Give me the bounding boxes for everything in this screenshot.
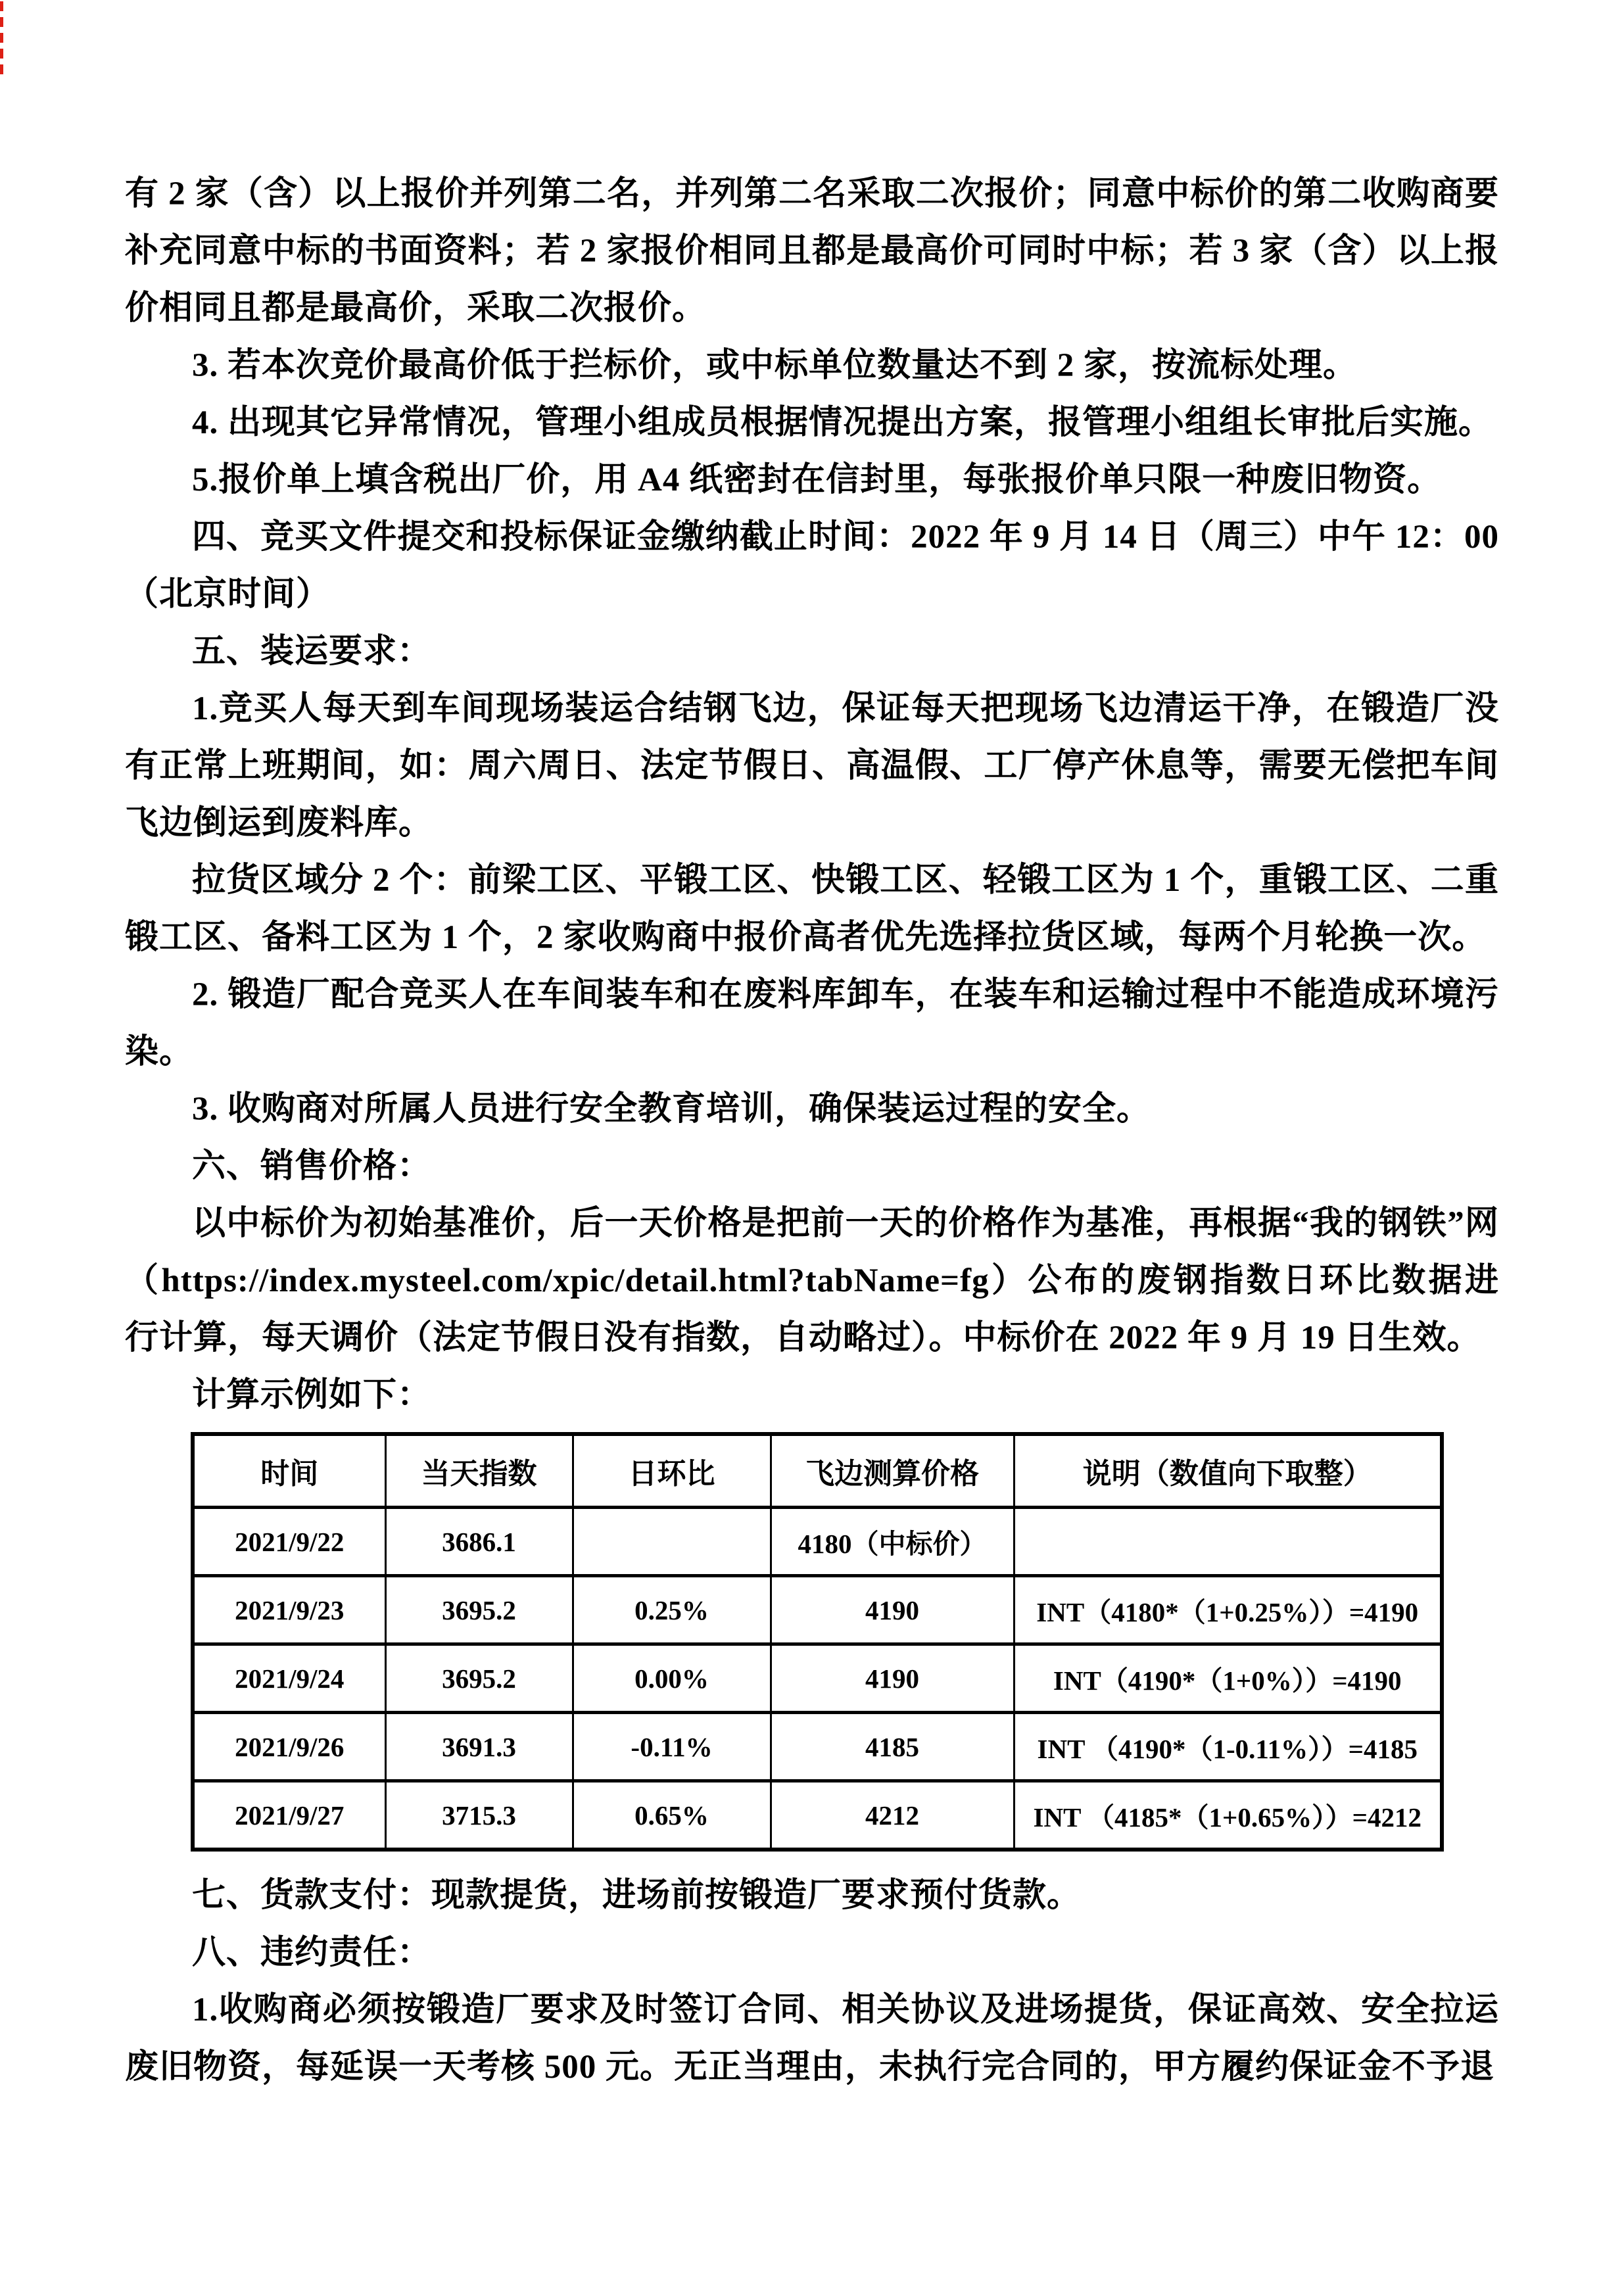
table-row [193,1713,1442,1781]
table-cell-explanation: INT （4190*（1-0.11%））=4185 [1014,1713,1442,1781]
table-cell-day-index: 3691.3 [385,1713,573,1781]
table-header-row [193,1434,1442,1508]
table-cell-day-index: 3695.2 [385,1576,573,1644]
paragraph-section-7-payment: 七、货款支付：现款提货，进场前按锻造厂要求预付货款。 [192,1877,1082,1914]
table-row [193,1508,1442,1576]
table-cell-date: 2021/9/22 [193,1508,385,1576]
table-header-flash-price: 飞边测算价格 [771,1434,1014,1508]
table-row [193,1781,1442,1850]
table-cell-day-index: 3695.2 [385,1644,573,1713]
table-cell-date: 2021/9/24 [193,1644,385,1713]
table-cell-date: 2021/9/23 [193,1576,385,1644]
paragraph-shipping-2-environment: 2. 锻造厂配合竞买人在车间装车和在废料库卸车，在装车和运输过程中不能造成环境污染。 [125,976,1499,1070]
table-cell-day-over-day: 0.65% [573,1781,771,1850]
table-row [193,1644,1442,1713]
paragraph-section-6-price-heading: 六、销售价格： [192,1148,432,1185]
table-cell-explanation: INT（4180*（1+0.25%））=4190 [1014,1576,1442,1644]
table-cell-day-over-day: 0.25% [573,1576,771,1644]
table-cell-explanation: INT（4190*（1+0%））=4190 [1014,1644,1442,1713]
paragraph-shipping-zones: 拉货区域分 2 个：前梁工区、平锻工区、快锻工区、轻锻工区为 1 个，重锻工区、二重锻工区、备料工区为 1 个，2 家收购商中报价高者优先选择拉货区域，每两个月轮换一次。 [125,862,1499,956]
table-cell-day-over-day [573,1508,771,1576]
paragraph-clause-4-exceptions: 4. 出现其它异常情况，管理小组成员根据情况提出方案，报管理小组组长审批后实施。 [192,404,1493,441]
paragraph-shipping-3-safety-training: 3. 收购商对所属人员进行安全教育培训，确保装运过程的安全。 [192,1091,1151,1128]
table-cell-date: 2021/9/27 [193,1781,385,1850]
price-calculation-example-table [191,1432,1444,1852]
table-cell-day-over-day: 0.00% [573,1644,771,1713]
table-header-explanation: 说明（数值向下取整） [1014,1434,1442,1508]
table-row [193,1576,1442,1644]
paragraph-clause-3-failed-bid: 3. 若本次竞价最高价低于拦标价，或中标单位数量达不到 2 家，按流标处理。 [192,347,1358,384]
paragraph-clause-5-quotation-sheet: 5.报价单上填含税出厂价，用 A4 纸密封在信封里，每张报价单只限一种废旧物资。 [192,462,1442,498]
table-cell-flash-price: 4190 [771,1644,1014,1713]
table-header-day-index: 当天指数 [385,1434,573,1508]
paragraph-shipping-1-daily-loading: 1.竞买人每天到车间现场装运合结钢飞边，保证每天把现场飞边清运干净，在锻造厂没有正常上班期间，如：周六周日、法定节假日、高温假、工厂停产休息等，需要无偿把车间飞边倒运到废料库。 [125,690,1499,842]
paragraph-continuation-second-bid: 有 2 家（含）以上报价并列第二名，并列第二名采取二次报价；同意中标价的第二收购商要补充同意中标的书面资料；若 2 家报价相同且都是最高价可同时中标；若 3 家（含）以上报价相同且都是最高价，采取二次报价。 [125,176,1499,327]
table-cell-day-index: 3686.1 [385,1508,573,1576]
paragraph-section-4-deadline: 四、竞买文件提交和投标保证金缴纳截止时间：2022 年 9 月 14 日（周三）中午 12：00（北京时间） [125,519,1499,613]
table-cell-flash-price: 4185 [771,1713,1014,1781]
table-cell-flash-price: 4180（中标价） [771,1508,1014,1576]
paragraph-liability-1-contract: 1.收购商必须按锻造厂要求及时签订合同、相关协议及进场提货，保证高效、安全拉运废旧物资，每延误一天考核 500 元。无正当理由，未执行完合同的，甲方履约保证金不予退 [125,1992,1499,2086]
scan-edge-artifact [0,1,3,76]
table-header-day-over-day: 日环比 [573,1434,771,1508]
paragraph-price-description: 以中标价为初始基准价，后一天价格是把前一天的价格作为基准，再根据“我的钢铁”网（https://index.mysteel.com/xpic/detail.html?tabName=fg）公布的废钢指数日环比数据进行计算，每天调价（法定节假日没有指数，自动略过）。中标价在 2022 年 9 月 19 日生效。 [125,1205,1499,1356]
paragraph-section-5-shipping-heading: 五、装运要求： [192,633,432,670]
paragraph-section-8-liability-heading: 八、违约责任： [192,1934,432,1971]
table-cell-day-over-day: -0.11% [573,1713,771,1781]
table-cell-date: 2021/9/26 [193,1713,385,1781]
table-cell-explanation: INT （4185*（1+0.65%））=4212 [1014,1781,1442,1850]
table-cell-day-index: 3715.3 [385,1781,573,1850]
table-cell-flash-price: 4212 [771,1781,1014,1850]
table-cell-flash-price: 4190 [771,1576,1014,1644]
paragraph-calc-example-label: 计算示例如下： [192,1377,432,1414]
table-cell-explanation [1014,1508,1442,1576]
table-header-date: 时间 [193,1434,385,1508]
